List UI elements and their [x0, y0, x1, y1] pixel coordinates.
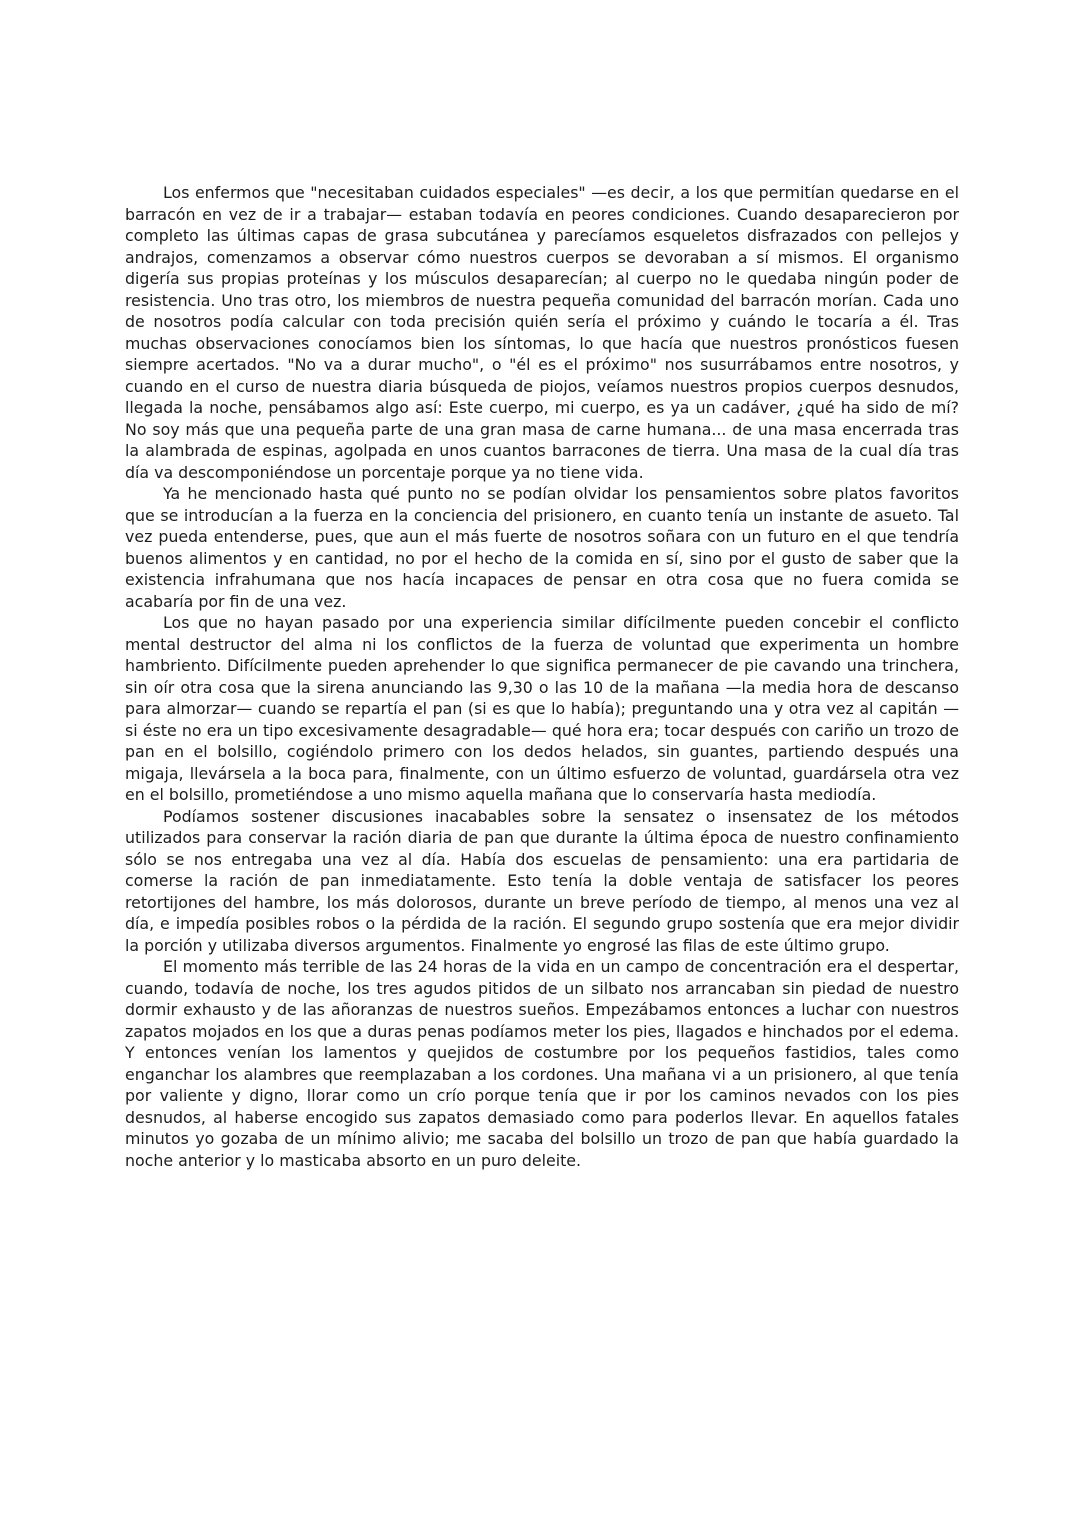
paragraph-hunger-conflict: Los que no hayan pasado por una experiencia similar difícilmente pueden concebir el conflicto mental destructor del alma ni los conflictos de la fuerza de voluntad que experimenta un hombre hambriento. Difícilmente pueden aprehender lo que significa permanecer de pie cavando una trinchera, sin oír otra cosa que la sirena anunciando las 9,30 o las 10 de la mañana —la media hora de descanso para almorzar— cuando se repartía el pan (si es que lo había); preguntando una y otra vez al capitán —si éste no era un tipo excesivamente desagradable— qué hora era; tocar después con cariño un trozo de pan en el bolsillo, cogiéndolo primero con los dedos helados, sin guantes, partiendo después una migaja, llevársela a la boca para, finalmente, con un último esfuerzo de voluntad, guardársela otra vez en el bolsillo, prometiéndose a uno mismo aquella mañana que lo conservaría hasta mediodía.	[125, 613, 959, 804]
text-column	[125, 182, 959, 1171]
paragraph-food-thoughts: Ya he mencionado hasta qué punto no se podían olvidar los pensamientos sobre platos favoritos que se introducían a la fuerza en la conciencia del prisionero, en cuanto tenía un instante de asueto. Tal vez pueda entenderse, pues, que aun el más fuerte de nosotros soñara con un futuro en el que tendría buenos alimentos y en cantidad, no por el hecho de la comida en sí, sino por el gusto de saber que la existencia infrahumana que nos hacía incapaces de pensar en otra cosa que no fuera comida se acabaría por fin de una vez.	[125, 484, 959, 611]
paragraph-sick-prisoners: Los enfermos que "necesitaban cuidados especiales" —es decir, a los que permitían quedarse en el barracón en vez de ir a trabajar— estaban todavía en peores condiciones. Cuando desaparecieron por completo las últimas capas de grasa subcutánea y parecíamos esqueletos disfrazados con pellejos y andrajos, comenzamos a observar cómo nuestros cuerpos se devoraban a sí mismos. El organismo digería sus propias proteínas y los músculos desaparecían; al cuerpo no le quedaba ningún poder de resistencia. Uno tras otro, los miembros de nuestra pequeña comunidad del barracón morían. Cada uno de nosotros podía calcular con toda precisión quién sería el próximo y cuándo le tocaría a él. Tras muchas observaciones conocíamos bien los síntomas, lo que hacía que nuestros pronósticos fuesen siempre acertados. "No va a durar mucho", o "él es el próximo" nos susurrábamos entre nosotros, y cuando en el curso de nuestra diaria búsqueda de piojos, veíamos nuestros propios cuerpos desnudos, llegada la noche, pensábamos algo así: Este cuerpo, mi cuerpo, es ya un cadáver, ¿qué ha sido de mí? No soy más que una pequeña parte de una gran masa de carne humana... de una masa encerrada tras la alambrada de espinas, agolpada en unos cuantos barracones de tierra. Una masa de la cual día tras día va descomponiéndose un porcentaje porque ya no tiene vida.	[125, 183, 959, 482]
paragraph-bread-ration-debate: Podíamos sostener discusiones inacabables sobre la sensatez o insensatez de los métodos utilizados para conservar la ración diaria de pan que durante la última época de nuestro confinamiento sólo se nos entregaba una vez al día. Había dos escuelas de pensamiento: una era partidaria de comerse la ración de pan inmediatamente. Esto tenía la doble ventaja de satisfacer los peores retortijones del hambre, los más dolorosos, durante un breve período de tiempo, al menos una vez al día, e impedía posibles robos o la pérdida de la ración. El segundo grupo sostenía que era mejor dividir la porción y utilizaba diversos argumentos. Finalmente yo engrosé las filas de este último grupo.	[125, 806, 959, 955]
paragraph-waking-moment: El momento más terrible de las 24 horas de la vida en un campo de concentración era el despertar, cuando, todavía de noche, los tres agudos pitidos de un silbato nos arrancaban sin piedad de nuestro dormir exhausto y de las añoranzas de nuestros sueños. Empezábamos entonces a luchar con nuestros zapatos mojados en los que a duras penas podíamos meter los pies, llagados e hinchados por el edema. Y entonces venían los lamentos y quejidos de costumbre por los pequeños fastidios, tales como enganchar los alambres que reemplazaban a los cordones. Una mañana vi a un prisionero, al que tenía por valiente y digno, llorar como un crío porque tenía que ir por los caminos nevados con los pies desnudos, al haberse encogido sus zapatos demasiado como para poderlos llevar. En aquellos fatales minutos yo gozaba de un mínimo alivio; me sacaba del bolsillo un trozo de pan que había guardado la noche anterior y lo masticaba absorto en un puro deleite.	[125, 957, 959, 1170]
